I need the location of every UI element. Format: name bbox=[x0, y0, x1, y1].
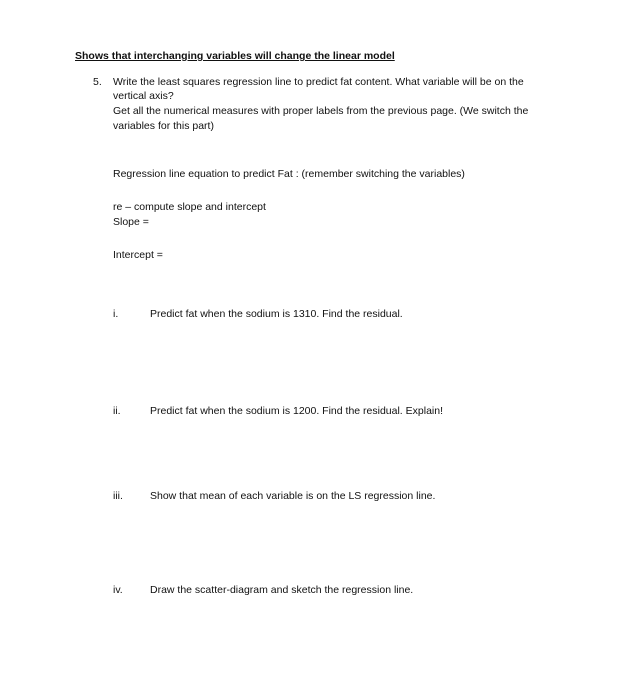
question-line-1: Write the least squares regression line to predict fat content. What variable will be on the bbox=[113, 76, 524, 88]
page-heading: Shows that interchanging variables will change the linear model bbox=[75, 50, 395, 62]
part-numeral-iv: iv. bbox=[113, 584, 123, 596]
part-numeral-i: i. bbox=[113, 308, 119, 320]
part-text-ii: Predict fat when the sodium is 1200. Find the residual. Explain! bbox=[150, 405, 443, 417]
question-line-2: vertical axis? bbox=[113, 90, 174, 102]
part-text-iii: Show that mean of each variable is on the LS regression line. bbox=[150, 490, 436, 502]
question-number: 5. bbox=[93, 76, 102, 88]
part-numeral-ii: ii. bbox=[113, 405, 121, 417]
slope-label: Slope = bbox=[113, 216, 149, 228]
part-numeral-iii: iii. bbox=[113, 490, 123, 502]
intercept-label: Intercept = bbox=[113, 249, 163, 261]
regression-prompt: Regression line equation to predict Fat : (remember switching the variables) bbox=[113, 168, 465, 180]
question-line-3: Get all the numerical measures with proper labels from the previous page. (We switch the bbox=[113, 105, 529, 117]
part-text-i: Predict fat when the sodium is 1310. Find the residual. bbox=[150, 308, 403, 320]
recompute-instruction: re – compute slope and intercept bbox=[113, 201, 266, 213]
part-text-iv: Draw the scatter-diagram and sketch the regression line. bbox=[150, 584, 414, 596]
question-line-4: variables for this part) bbox=[113, 120, 214, 132]
